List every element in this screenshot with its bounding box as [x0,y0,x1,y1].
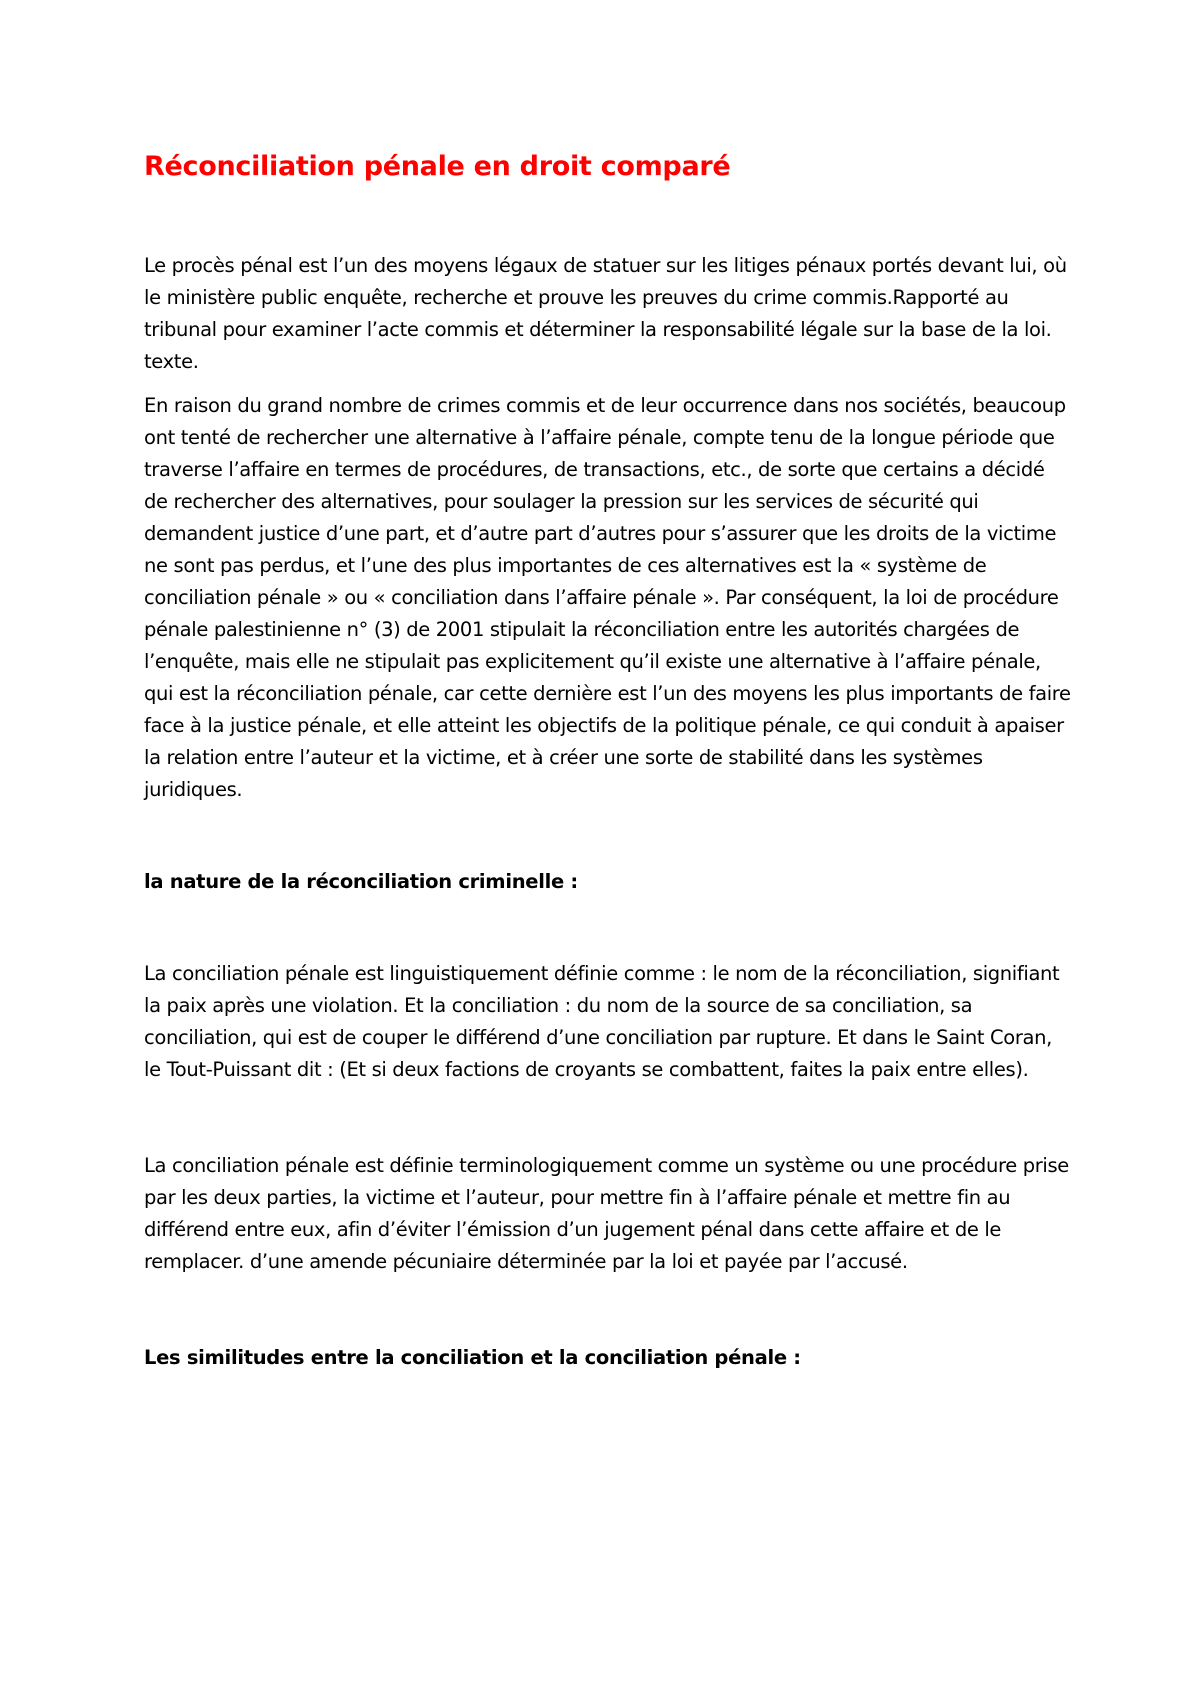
paragraph-linguistic-definition: La conciliation pénale est linguistiquement définie comme : le nom de la réconciliation, signifiant la paix après une violation. Et la conciliation : du nom de la source de sa conciliation, sa conciliation, qui est de couper le différend d’une conciliation par rupture. Et dans le Saint Coran, le Tout-Puissant dit : (Et si deux factions de croyants se combattent, faites la paix entre elles). [144,962,1060,1081]
document-title: Réconciliation pénale en droit comparé [144,151,731,182]
section-heading-nature: la nature de la réconciliation criminelle : [144,870,578,893]
paragraph-intro: Le procès pénal est l’un des moyens légaux de statuer sur les litiges pénaux portés devant lui, où le ministère public enquête, recherche et prouve les preuves du crime commis.Rapporté au tribunal pour examiner l’acte commis et déterminer la responsabilité légale sur la base de la loi. texte. [144,254,1067,373]
paragraph-terminological-definition: La conciliation pénale est définie terminologiquement comme un système ou une procédure prise par les deux parties, la victime et l’auteur, pour mettre fin à l’affaire pénale et mettre fin au différend entre eux, afin d’éviter l’émission d’un jugement pénal dans cette affaire et de le remplacer. d’une amende pécuniaire déterminée par la loi et payée par l’accusé. [144,1154,1069,1273]
paragraph-context: En raison du grand nombre de crimes commis et de leur occurrence dans nos sociétés, beaucoup ont tenté de rechercher une alternative à l’affaire pénale, compte tenu de la longue période que traverse l’affaire en termes de procédures, de transactions, etc., de sorte que certains a décidé de rechercher des alternatives, pour soulager la pression sur les services de sécurité qui demandent justice d’une part, et d’autre part d’autres pour s’assurer que les droits de la victime ne sont pas perdus, et l’une des plus importantes de ces alternatives est la « système de conciliation pénale » ou « conciliation dans l’affaire pénale ». Par conséquent, la loi de procédure pénale palestinienne n° (3) de 2001 stipulait la réconciliation entre les autorités chargées de l’enquête, mais elle ne stipulait pas explicitement qu’il existe une alternative à l’affaire pénale, qui est la réconciliation pénale, car cette dernière est l’un des moyens les plus importants de faire face à la justice pénale, et elle atteint les objectifs de la politique pénale, ce qui conduit à apaiser la relation entre l’auteur et la victime, et à créer une sorte de stabilité dans les systèmes juridiques. [144,394,1071,801]
section-heading-similarities: Les similitudes entre la conciliation et la conciliation pénale : [144,1346,801,1369]
document-body [144,150,1072,1374]
